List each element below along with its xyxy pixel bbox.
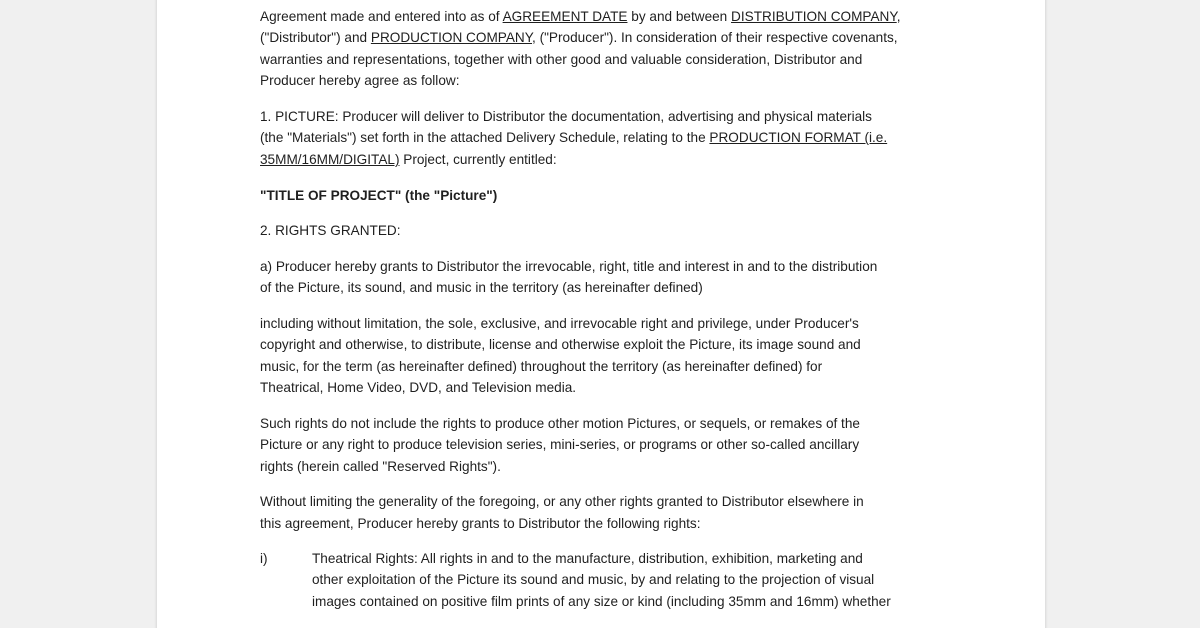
distribution-company-placeholder: DISTRIBUTION COMPANY	[731, 9, 897, 24]
picture-line-2	[260, 127, 887, 149]
intro-line-1	[260, 6, 900, 28]
picture-text: (the "Materials") set forth in the attached Delivery Schedule, relating to the	[260, 130, 710, 145]
item-i-line-1: Theatrical Rights: All rights in and to the manufacture, distribution, exhibition, marketing and	[312, 551, 863, 566]
document-page	[157, 0, 1045, 628]
including-line-4: Theatrical, Home Video, DVD, and Television media.	[260, 380, 577, 395]
such-line-3: rights (herein called "Reserved Rights").	[260, 459, 501, 474]
project-title: "TITLE OF PROJECT" (the "Picture")	[260, 188, 498, 203]
production-company-placeholder: PRODUCTION COMPANY	[370, 30, 533, 45]
production-format-placeholder: 35MM/16MM/DIGITAL)	[260, 152, 400, 167]
agreement-date-placeholder: AGREEMENT DATE	[502, 9, 628, 24]
intro-line-4: Producer hereby agree as follow:	[260, 73, 460, 88]
production-format-placeholder: PRODUCTION FORMAT (i.e.	[709, 130, 888, 145]
rights-granted-heading: 2. RIGHTS GRANTED:	[260, 223, 401, 238]
intro-line-2	[260, 27, 898, 49]
intro-text: ("Distributor") and	[260, 30, 371, 45]
picture-text: Project, currently entitled:	[399, 152, 557, 167]
including-line-3: music, for the term (as hereinafter defined) throughout the territory (as hereinafter defined) for	[260, 359, 823, 374]
without-line-2: this agreement, Producer hereby grants to Distributor the following rights:	[260, 516, 701, 531]
including-line-2: copyright and otherwise, to distribute, license and otherwise exploit the Picture, its image sound and	[260, 337, 861, 352]
such-line-1: Such rights do not include the rights to produce other motion Pictures, or sequels, or remakes of the	[260, 416, 860, 431]
intro-text: by and between	[627, 9, 732, 24]
item-i-number: i)	[260, 551, 268, 566]
item-i-line-2: other exploitation of the Picture its sound and music, by and relating to the projection of visual	[312, 572, 875, 587]
para-a-line-1: a) Producer hereby grants to Distributor the irrevocable, right, title and interest in and to the distribution	[260, 259, 878, 274]
picture-line-1: 1. PICTURE: Producer will deliver to Distributor the documentation, advertising and physical materials	[260, 109, 872, 124]
intro-text: , ("Producer"). In consideration of their respective covenants,	[532, 30, 898, 45]
picture-line-3	[260, 149, 557, 171]
item-i-line-3: images contained on positive film prints of any size or kind (including 35mm and 16mm) whether	[312, 594, 891, 609]
intro-text: ,	[896, 9, 901, 24]
including-line-1: including without limitation, the sole, exclusive, and irrevocable right and privilege, under Producer's	[260, 316, 859, 331]
intro-line-3: warranties and representations, together with other good and valuable consideration, Distributor and	[260, 52, 863, 67]
para-a-line-2: of the Picture, its sound, and music in the territory (as hereinafter defined)	[260, 280, 703, 295]
intro-text: Agreement made and entered into as of	[260, 9, 503, 24]
such-line-2: Picture or any right to produce television series, mini-series, or programs or other so-called ancillary	[260, 437, 860, 452]
without-line-1: Without limiting the generality of the foregoing, or any other rights granted to Distributor elsewhere in	[260, 494, 864, 509]
